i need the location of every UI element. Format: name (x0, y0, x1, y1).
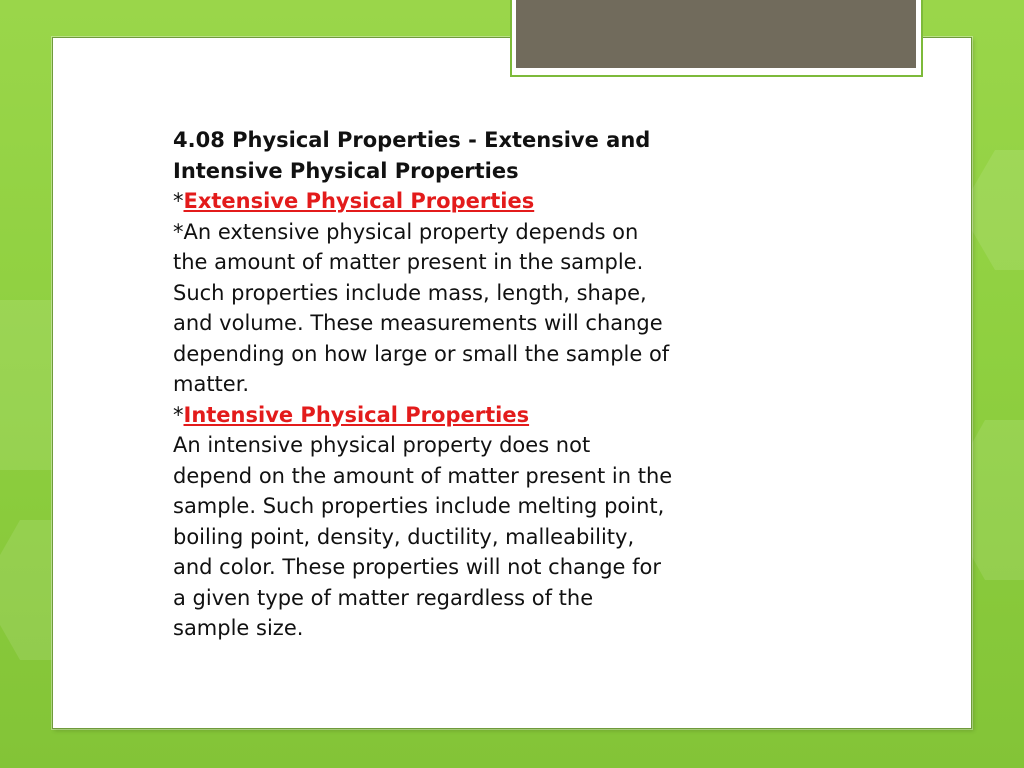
section-body-intensive: An intensive physical property does not depend on the amount of matter present in the sample. Such properties include melting point, boiling point, density, ductility, malleability, and color. These properties will not change for a given type of matter regardless of the sample size. (173, 433, 673, 640)
section-prefix: * (173, 189, 184, 213)
section-body-extensive: *An extensive physical property depends on the amount of matter present in the sample. Such properties include mass, length, shape, and volume. These measurements will change depending on how large or small the sample of matter. (173, 219, 670, 396)
section-title-intensive: Intensive Physical Properties (183, 402, 530, 427)
section-prefix: * (173, 402, 184, 427)
title-placeholder-block (516, 0, 916, 68)
section-title-line (173, 400, 673, 431)
slide-heading: 4.08 Physical Properties - Extensive and Intensive Physical Properties (173, 128, 651, 183)
section-title-extensive: Extensive Physical Properties (183, 189, 535, 213)
slide-text-body (173, 125, 673, 644)
section-title-line (173, 186, 673, 217)
